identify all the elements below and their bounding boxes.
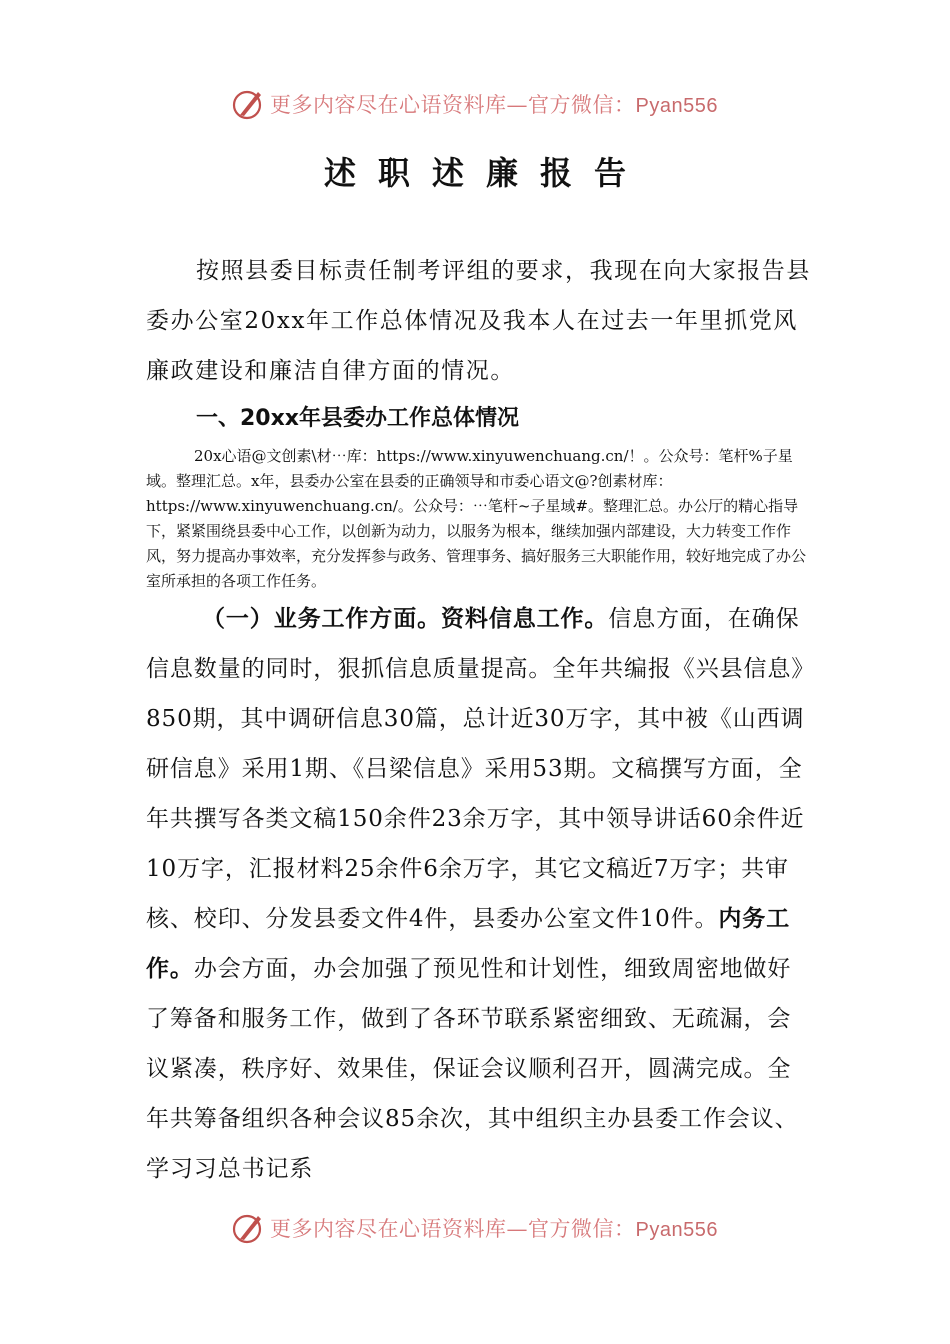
footer-banner [0,1208,950,1248]
wechat-id: Pyan556 [635,95,718,117]
banner-text: 更多内容尽在心语资料库—官方微信：Pyan556 [270,1217,718,1241]
section-heading: 一、20xx年县委办工作总体情况 [196,406,519,431]
body-paragraph [146,594,814,1194]
section-summary: 20x心语@文创素\材⋯库：https://www.xinyuwenchuang.cn/！。公众号：笔杆%子星域。整理汇总。x年，县委办公室在县委的正确领导和市委心语文@?创素材库：https://www.xinyuwenchuang.cn/。公众号：⋯笔杆~子星域#。整理汇总。办公厅的精心指导下，紧紧围绕县委中心工作，以创新为动力，以服务为根本，继续加强内部建设，大力转变工作作风，努力提高办事效率，充分发挥参与政务、管理事务、搞好服务三大职能作用，较好地完成了办公室所承担的各项工作任务。 [146,447,807,590]
quill-pen-logo-icon [232,1211,266,1245]
topic-label-2: 内务工作。 [146,906,791,982]
body-text-2: 办会方面，办会加强了预见性和计划性，细致周密地做好了筹备和服务工作，做到了各环节联系紧密细致、无疏漏，会议紧凑，秩序好、效果佳，保证会议顺利召开，圆满完成。全年共筹备组织各种会议85余次，其中组织主办县委工作会议、学习习总书记系 [146,956,799,1182]
quill-pen-logo-icon [232,87,266,121]
body-text: 信息方面，在确保信息数量的同时，狠抓信息质量提高。全年共编报《兴县信息》850期，其中调研信息30篇，总计近30万字，其中被《山西调研信息》采用1期、《吕梁信息》采用53期。文稿撰写方面，全年共撰写各类文稿150余件23余万字，其中领导讲话60余件近10万字，汇报材料25余件6余万字，其它文稿近7万字；共审核、校印、分发县委文件4件，县委办公室文件10件。 [146,606,805,932]
intro-paragraph: 按照县委目标责任制考评组的要求，我现在向大家报告县委办公室20xx年工作总体情况及我本人在过去一年里抓党风廉政建设和廉洁自律方面的情况。 [146,258,811,384]
header-banner [0,84,950,124]
banner-text: 更多内容尽在心语资料库—官方微信：Pyan556 [270,93,718,117]
document-title: 述职述廉报告 [323,154,648,192]
wechat-id: Pyan556 [635,1219,718,1241]
subsection-label: （一）业务工作方面。 [202,606,441,632]
topic-label: 资料信息工作。 [441,606,609,632]
